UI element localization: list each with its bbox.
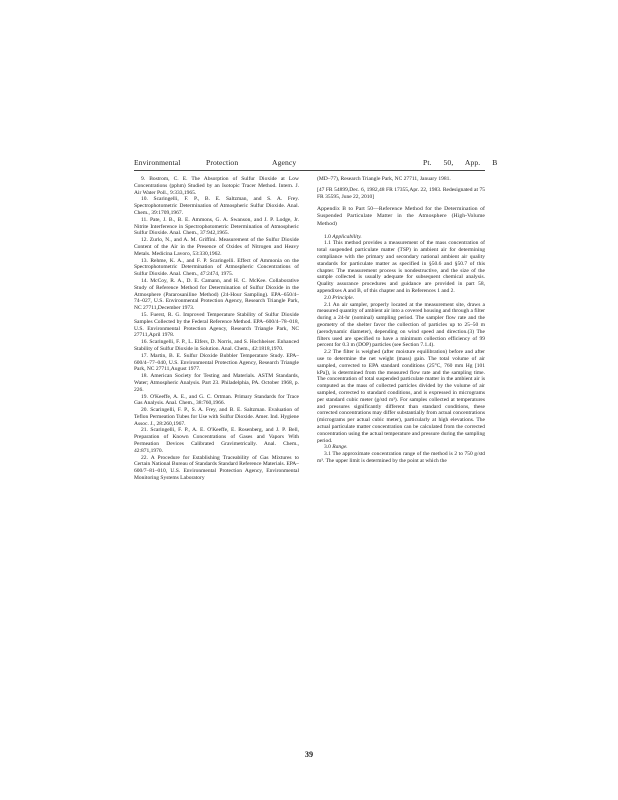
reference-entry: 17. Martin, B. E. Sulfur Dioxide Bubbler Temperature Study. EPA–600/4–77–040, U.S. Environmental Protection Agency, Research Triangle Park, NC 27711,August 1977. [134, 352, 299, 373]
federal-register-citation: [47 FR 54899,Dec. 6, 1982,48 FR 17355,Apr. 22, 1983. Redesignated at 75 FR 35595, June 22, 2010] [317, 186, 485, 200]
reference-entry: 21. Scaringelli, F. P., A. E. O'Keeffe, E. Rosenberg, and J. P. Bell, Preparation of Known Concentrations of Gases and Vapors With Permeation Devices Calibrated Gravimetrically. Anal. Chem., 42:871,1970. [134, 427, 299, 454]
section-title: Range. [332, 444, 348, 451]
right-column [317, 176, 485, 465]
method-paragraph: 2.2 The filter is weighed (after moisture equilibration) before and after use to determine the net weight (mass) gain. The total volume of air sampled, corrected to EPA standard conditions (25°C, 760 mm Hg [101 kPa]), is determined from the measured flow rate and the sampling time. The concentration of total suspended particulate matter in the ambient air is computed as the mass of collected particles divided by the volume of air sampled, corrected to standard conditions, and is expressed in micrograms per standard cubic meter (g/std m³). For samples collected at temperatures and pressures significantly different than standard conditions, these corrected concentrations may differ substantially from actual concentrations (micrograms per actual cubic meter), particularly at high elevations. The actual particulate matter concentration can be calculated from the corrected concentration using the actual temperature and pressure during the sampling period. [317, 349, 485, 444]
page-number: 39 [304, 750, 314, 759]
appendix-heading: Appendix B to Part 50—Reference Method for the Determination of Suspended Particulate Matter in the Atmosphere (High-Volume Method) [317, 206, 485, 227]
method-paragraph: 1.1 This method provides a measurement of the mass concentration of total suspended particulate matter (TSP) in ambient air for determining compliance with the primary and secondary national ambient air quality standards for particulate matter as specified in §50.6 and §50.7 of this chapter. The measurement process is nondestructive, and the size of the sample collected is usually adequate for subsequent chemical analysis. Quality assurance procedures and guidance are provided in part 58, appendixes A and B, of this chapter and in References 1 and 2. [317, 240, 485, 295]
reference-entry: 10. Scaringelli, F. P., B. E. Saltzman, and S. A. Frey. Spectrophotometric Determination of Atmospheric Sulfur Dioxide. Anal. Chem., 39:1709,1967. [134, 196, 299, 216]
reference-entry: 12. Zurlo, N., and A. M. Griffini. Measurement of the Sulfur Dioxide Content of the Air in the Presence of Oxides of Nitrogen and Heavy Metals. Medicina Lavoro, 53:330,1962. [134, 237, 299, 257]
reference-entry: 22. A Procedure for Establishing Traceability of Gas Mixtures to Certain National Bureau of Standards Standard Reference Materials. EPA–600/7–81–010, U.S. Environmental Protection Agency, Environmental Monitoring Systems Laboratory [134, 454, 299, 482]
method-paragraph: 2.1 An air sampler, properly located at the measurement site, draws a measured quantity of ambient air into a covered housing and through a filter during a 24-hr (nominal) sampling period. The sampler flow rate and the geometry of the shelter favor the collection of particles up to 25–50 m (aerodynamic diameter), depending on wind speed and direction.(3) The filters used are specified to have a minimum collection efficiency of 99 percent for 0.3 m (DOP) particles (see Section 7.1.4). [317, 301, 485, 349]
reference-continuation: (MD–77), Research Triangle Park, NC 27711, January 1981. [317, 176, 451, 182]
reference-entry: 19. O'Keeffe, A. E., and G. C. Ortman. Primary Standards for Trace Gas Analysis. Anal. Chem., 38:760,1966. [134, 393, 299, 407]
header-agency-word-1: Environmental [134, 158, 181, 167]
reference-entry: 13. Rehme, K. A., and F. P. Scaringelli. Effect of Ammonia on the Spectrophotometric Determination of Atmospheric Concentrations of Sulfur Dioxide. Anal. Chem., 47:2474, 1975. [134, 257, 299, 278]
left-column [134, 176, 299, 482]
section-heading [317, 295, 485, 302]
reference-entry: 18. American Society for Testing and Materials. ASTM Standards, Water; Atmospheric Analysis. Part 23. Philadelphia, PA. October 1968, p. 226. [134, 373, 299, 393]
method-paragraph: 3.1 The approximate concentration range of the method is 2 to 750 g/std m³. The upper limit is determined by the point at which the [317, 451, 485, 464]
header-agency-word-2: Protection [206, 158, 239, 167]
section-title: Principle. [332, 294, 355, 301]
header-agency-word-3: Agency [272, 158, 297, 167]
reference-entry: 11. Pate, J. B., B. E. Ammons, G. A. Swanson, and J. P. Lodge, Jr. Nitrite Interference in Spectrophotometric Determination of Atmospheric Sulfur Dioxide. Anal. Chem., 37:942,1965. [134, 216, 299, 237]
section-number: 3.0 [324, 444, 331, 451]
reference-entry: 15. Fuerst, R. G. Improved Temperature Stability of Sulfur Dioxide Samples Collected by the Federal Reference Method. EPA–600/4–78–018, U.S. Environmental Protection Agency, Research Triangle Park, NC 27711,April 1978. [134, 311, 299, 339]
section-title: Applicability. [332, 233, 362, 240]
section-number: 1.0 [324, 233, 331, 240]
reference-entry: 16. Scaringelli, F. P., L. Elfers, D. Norris, and S. Hochheiser. Enhanced Stability of Sulfur Dioxide in Solution. Anal. Chem., 42:1818,1970. [134, 339, 299, 352]
reference-entry: 14. McCoy, R. A., D. E. Camann, and H. C. McKee. Collaborative Study of Reference Method for Determination of Sulfur Dioxide in the Atmosphere (Pararosaniline Method) (24-Hour Sampling). EPA–650/4–74–027, U.S. Environmental Protection Agency, Research Triangle Park, NC 27711,December 1973. [134, 277, 299, 312]
header-rule [134, 170, 485, 171]
reference-entry: 20. Scaringelli, F. P., S. A. Frey, and B. E. Saltzman. Evaluation of Teflon Permeation Tubes for Use with Sulfur Dioxide. Amer. Ind. Hygiene Assoc. J., 28:260,1967. [134, 407, 299, 427]
section-number: 2.0 [324, 294, 331, 301]
header-part-reference: Pt. 50, App. B [423, 158, 498, 167]
reference-entry: 9. Bostrom, C. E. The Absorption of Sulfur Dioxide at Low Concentrations (pphm) Studied by an Isotopic Tracer Method. Intern. J. Air Water Poll., 9:333,1965. [134, 176, 299, 196]
